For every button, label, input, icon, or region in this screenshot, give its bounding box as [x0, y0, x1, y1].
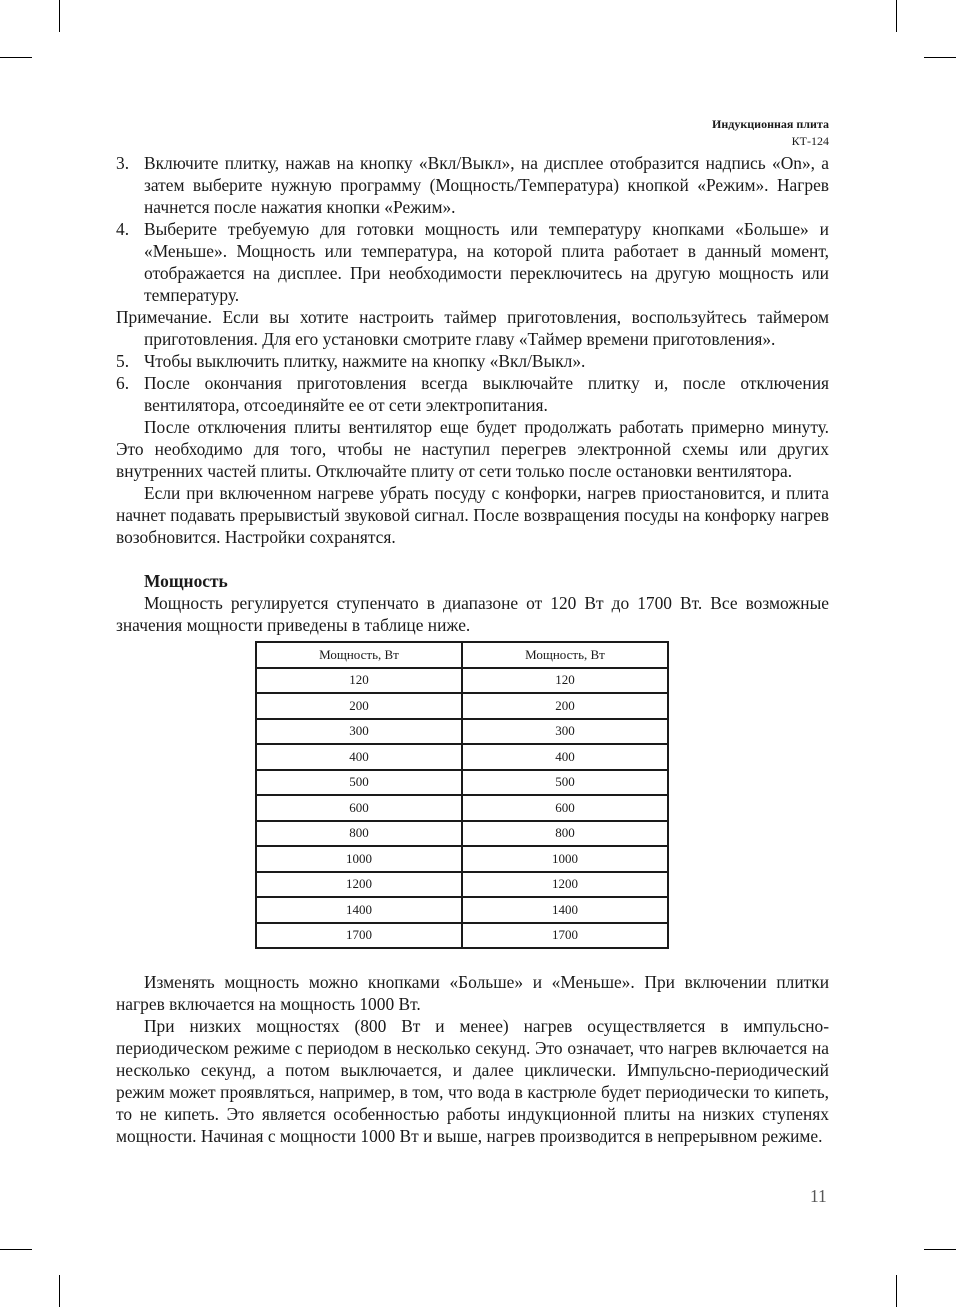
item-number: 6. — [116, 373, 130, 393]
table-cell: 1700 — [256, 923, 462, 949]
paragraph: Если при включенном нагреве убрать посуду с конфорки, нагрев приостановится, и плита начнет подавать прерывистый звуковой сигнал. После возвращения посуды на конфорку нагрев возобновится. Настройки сохранятся. — [116, 483, 829, 547]
table-cell: 1400 — [462, 897, 668, 923]
item-text: После окончания приготовления всегда выключайте плитку и, после отключения вентилятора, отсоединяйте ее от сети электропитания. — [144, 373, 829, 415]
column-header: Мощность, Вт — [256, 642, 462, 668]
item-text: Включите плитку, нажав на кнопку «Вкл/Выкл», на дисплее отобразится надпись «On», а затем выберите нужную программу (Мощность/Температура) кнопкой «Режим». Нагрев начнется после нажатия кнопки «Режим». — [144, 153, 829, 217]
column-header: Мощность, Вт — [462, 642, 668, 668]
table-row — [256, 795, 668, 821]
crop-mark — [924, 57, 956, 58]
table-cell: 500 — [462, 770, 668, 796]
table-row — [256, 668, 668, 694]
section-heading: Мощность — [144, 571, 228, 591]
crop-mark — [924, 1249, 956, 1250]
list-item — [116, 218, 829, 306]
table-cell: 1000 — [462, 846, 668, 872]
note: Примечание. Если вы хотите настроить таймер приготовления, воспользуйтесь таймером приготовления. Для его установки смотрите главу «Таймер времени приготовления». — [116, 307, 829, 349]
header-title: Индукционная плита — [712, 117, 829, 131]
paragraph: При низких мощностях (800 Вт и менее) нагрев осуществляется в импульсно-периодическом режиме с периодом в несколько секунд. Это означает, что нагрев включается на несколько секунд, а потом выключается, и далее циклически. Импульсно-периодический режим может проявляться, например, в том, что вода в кастрюле будет периодически то кипеть, то не кипеть. Это является особенностью работы индукционной плиты на низких ступенях мощности. Начиная с мощности 1000 Вт и выше, нагрев производится в непрерывном режиме. — [116, 1016, 829, 1146]
table-row — [256, 872, 668, 898]
table-cell: 120 — [462, 668, 668, 694]
header-model: КТ-124 — [791, 134, 829, 148]
table-row — [256, 923, 668, 949]
table-cell: 200 — [462, 693, 668, 719]
table-row — [256, 821, 668, 847]
list-item — [116, 152, 829, 218]
table-cell: 500 — [256, 770, 462, 796]
table-row — [256, 744, 668, 770]
crop-mark — [0, 57, 32, 58]
table-row — [256, 897, 668, 923]
table-row — [256, 846, 668, 872]
table-cell: 200 — [256, 693, 462, 719]
table-header-row — [256, 642, 668, 668]
crop-mark — [896, 0, 897, 32]
crop-mark — [0, 1249, 32, 1250]
table-cell: 1000 — [256, 846, 462, 872]
table-cell: 600 — [256, 795, 462, 821]
page-number: 11 — [810, 1186, 827, 1206]
table-cell: 1400 — [256, 897, 462, 923]
table-cell: 120 — [256, 668, 462, 694]
running-header — [712, 116, 829, 150]
item-text: Выберите требуемую для готовки мощность или температуру кнопками «Больше» и «Меньше». Мощность или температура, на которой плита работает в данный момент, отображается на дисплее. При необходимости переключитесь на другую мощность или температуру. — [144, 219, 829, 305]
table-row — [256, 719, 668, 745]
table-cell: 800 — [462, 821, 668, 847]
paragraph: После отключения плиты вентилятор еще будет продолжать работать примерно минуту. Это необходимо для того, чтобы не наступил перегрев электронной схемы или других внутренних частей плиты. Отключайте плиту от сети только после остановки вентилятора. — [116, 417, 829, 481]
crop-mark — [59, 1275, 60, 1307]
table-row — [256, 693, 668, 719]
item-number: 5. — [116, 351, 130, 371]
crop-mark — [59, 0, 60, 32]
item-number: 4. — [116, 219, 130, 239]
crop-mark — [896, 1275, 897, 1307]
table-cell: 300 — [256, 719, 462, 745]
table-cell: 600 — [462, 795, 668, 821]
list-item — [116, 350, 829, 372]
power-table — [255, 641, 669, 949]
table-cell: 1200 — [462, 872, 668, 898]
table-cell: 400 — [462, 744, 668, 770]
item-text: Чтобы выключить плитку, нажмите на кнопку «Вкл/Выкл». — [144, 351, 586, 371]
item-number: 3. — [116, 153, 130, 173]
table-cell: 1200 — [256, 872, 462, 898]
list-item — [116, 372, 829, 416]
table-row — [256, 770, 668, 796]
table-cell: 300 — [462, 719, 668, 745]
table-cell: 400 — [256, 744, 462, 770]
paragraph: Изменять мощность можно кнопками «Больше» и «Меньше». При включении плитки нагрев включается на мощность 1000 Вт. — [116, 972, 829, 1014]
page-body — [116, 152, 829, 1147]
section-intro: Мощность регулируется ступенчато в диапазоне от 120 Вт до 1700 Вт. Все возможные значения мощности приведены в таблице ниже. — [116, 593, 829, 635]
table-cell: 1700 — [462, 923, 668, 949]
table-cell: 800 — [256, 821, 462, 847]
